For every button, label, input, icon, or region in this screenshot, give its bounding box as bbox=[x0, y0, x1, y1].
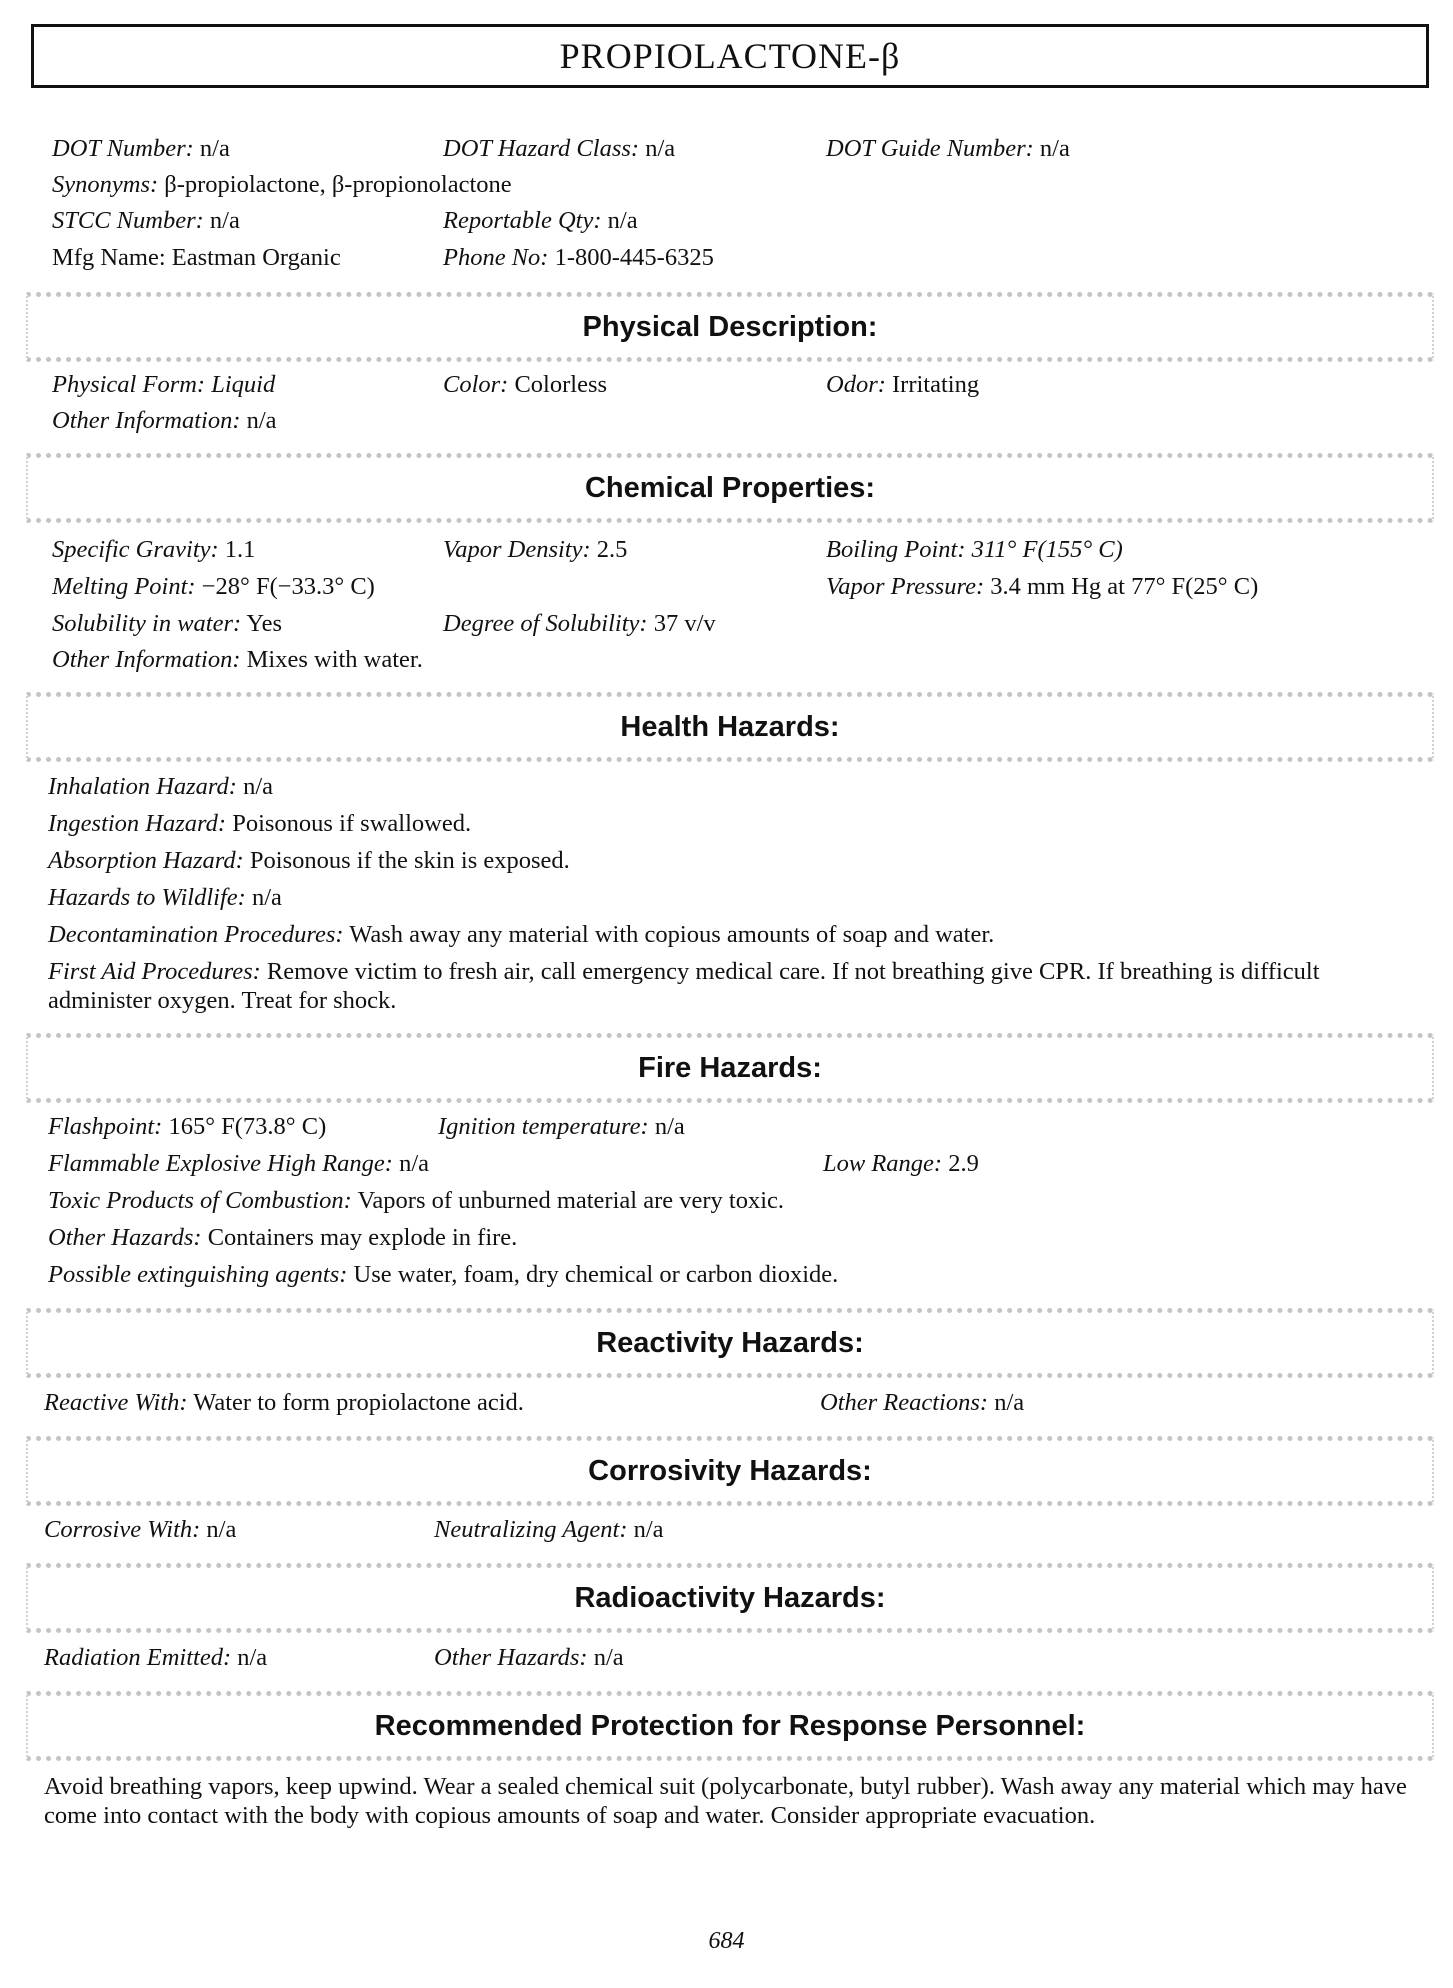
chemical-other-line bbox=[52, 645, 423, 675]
odor-value: Irritating bbox=[892, 371, 980, 398]
radioactivity-hazards-band bbox=[26, 1563, 1434, 1633]
reportable-qty-value: n/a bbox=[607, 207, 638, 234]
health-hazards-band bbox=[26, 692, 1434, 762]
radiation-emitted-value: n/a bbox=[237, 1644, 268, 1671]
synonyms-label: Synonyms: bbox=[52, 171, 159, 198]
solubility-label: Solubility in water: bbox=[52, 610, 242, 637]
physical-form-value: Liquid bbox=[211, 371, 276, 398]
melting-point-label: Melting Point: bbox=[52, 573, 196, 600]
vapor-pressure-line bbox=[826, 572, 1258, 602]
page-title: PROPIOLACTONE-β bbox=[559, 36, 901, 76]
odor-line bbox=[826, 370, 979, 400]
toxic-products-label: Toxic Products of Combustion: bbox=[48, 1187, 352, 1214]
reactivity-hazards-band bbox=[26, 1308, 1434, 1378]
specific-gravity-line bbox=[52, 535, 255, 565]
stcc-number-line bbox=[52, 206, 240, 236]
synonyms-line bbox=[52, 170, 512, 200]
color-label: Color: bbox=[443, 371, 509, 398]
vapor-pressure-label: Vapor Pressure: bbox=[826, 573, 985, 600]
melting-point-value: −28° F(−33.3° C) bbox=[201, 573, 375, 600]
high-range-label: Flammable Explosive High Range: bbox=[48, 1150, 393, 1177]
physical-description-band bbox=[26, 292, 1434, 362]
melting-point-line bbox=[52, 572, 375, 602]
reportable-qty-label: Reportable Qty: bbox=[443, 207, 602, 234]
absorption-line bbox=[48, 846, 570, 876]
flashpoint-label: Flashpoint: bbox=[48, 1113, 163, 1140]
reactivity-hazards-heading: Reactivity Hazards: bbox=[596, 1326, 864, 1359]
mfg-name-label: Mfg Name: bbox=[52, 244, 166, 271]
radio-other-hazards-label: Other Hazards: bbox=[434, 1644, 588, 1671]
first-aid-value: Remove victim to fresh air, call emergency medical care. If not breathing give CPR. If breathing is difficult administer oxygen. Treat for shock. bbox=[48, 958, 1320, 1014]
other-reactions-line bbox=[820, 1388, 1024, 1418]
fire-other-hazards-line bbox=[48, 1223, 517, 1253]
wildlife-value: n/a bbox=[251, 884, 282, 911]
phone-label: Phone No: bbox=[443, 244, 549, 271]
boiling-point-line bbox=[826, 535, 1123, 565]
decontamination-value: Wash away any material with copious amounts of soap and water. bbox=[349, 921, 995, 948]
vapor-pressure-value: 3.4 mm Hg at 77° F(25° C) bbox=[990, 573, 1259, 600]
extinguishing-agents-value: Use water, foam, dry chemical or carbon dioxide. bbox=[353, 1261, 839, 1288]
fire-other-hazards-label: Other Hazards: bbox=[48, 1224, 202, 1251]
decontamination-label: Decontamination Procedures: bbox=[48, 921, 344, 948]
inhalation-line bbox=[48, 772, 273, 802]
color-value: Colorless bbox=[514, 371, 608, 398]
low-range-line bbox=[823, 1149, 979, 1179]
corrosive-with-label: Corrosive With: bbox=[44, 1516, 201, 1543]
dot-guide-number-value: n/a bbox=[1039, 135, 1070, 162]
reactive-with-line bbox=[44, 1388, 524, 1418]
dot-hazard-class-value: n/a bbox=[645, 135, 676, 162]
neutralizing-agent-label: Neutralizing Agent: bbox=[434, 1516, 628, 1543]
high-range-value: n/a bbox=[399, 1150, 430, 1177]
ingestion-value: Poisonous if swallowed. bbox=[232, 810, 472, 837]
ingestion-line bbox=[48, 809, 471, 839]
absorption-label: Absorption Hazard: bbox=[48, 847, 244, 874]
reactive-with-label: Reactive With: bbox=[44, 1389, 188, 1416]
physical-other-value: n/a bbox=[246, 407, 277, 434]
vapor-density-line bbox=[443, 535, 627, 565]
high-range-line bbox=[48, 1149, 429, 1179]
health-hazards-heading: Health Hazards: bbox=[620, 710, 840, 743]
dot-hazard-class-line bbox=[443, 134, 675, 164]
radio-other-hazards-line bbox=[434, 1643, 624, 1673]
synonyms-value: β-propiolactone, β-propionolactone bbox=[164, 171, 512, 198]
other-reactions-label: Other Reactions: bbox=[820, 1389, 989, 1416]
physical-other-line bbox=[52, 406, 277, 436]
vapor-density-value: 2.5 bbox=[596, 536, 628, 563]
mfg-name-value: Eastman Organic bbox=[171, 244, 341, 271]
title-box bbox=[31, 24, 1429, 88]
inhalation-value: n/a bbox=[243, 773, 274, 800]
wildlife-line bbox=[48, 883, 282, 913]
protection-heading: Recommended Protection for Response Personnel: bbox=[374, 1709, 1086, 1742]
flashpoint-line bbox=[48, 1112, 326, 1142]
page-number: 684 bbox=[708, 1928, 745, 1954]
color-line bbox=[443, 370, 607, 400]
dot-number-line bbox=[52, 134, 230, 164]
toxic-products-value: Vapors of unburned material are very toxic. bbox=[357, 1187, 785, 1214]
dot-hazard-class-label: DOT Hazard Class: bbox=[443, 135, 640, 162]
ignition-label: Ignition temperature: bbox=[438, 1113, 649, 1140]
extinguishing-agents-line bbox=[48, 1260, 838, 1290]
mfg-name-line bbox=[52, 243, 341, 273]
physical-other-label: Other Information: bbox=[52, 407, 241, 434]
corrosive-with-line bbox=[44, 1515, 236, 1545]
low-range-value: 2.9 bbox=[948, 1150, 979, 1177]
solubility-value: Yes bbox=[246, 610, 283, 637]
dot-guide-number-label: DOT Guide Number: bbox=[826, 135, 1034, 162]
first-aid-paragraph bbox=[48, 957, 1418, 1015]
stcc-number-label: STCC Number: bbox=[52, 207, 204, 234]
degree-solubility-label: Degree of Solubility: bbox=[443, 610, 648, 637]
dot-guide-number-line bbox=[826, 134, 1070, 164]
chemical-properties-band bbox=[26, 453, 1434, 523]
corrosivity-hazards-band bbox=[26, 1436, 1434, 1506]
chemical-properties-heading: Chemical Properties: bbox=[584, 471, 876, 504]
inhalation-label: Inhalation Hazard: bbox=[48, 773, 237, 800]
extinguishing-agents-label: Possible extinguishing agents: bbox=[48, 1261, 348, 1288]
boiling-point-value: 311° F(155° C) bbox=[971, 536, 1123, 563]
corrosive-with-value: n/a bbox=[206, 1516, 237, 1543]
fire-hazards-heading: Fire Hazards: bbox=[638, 1051, 822, 1084]
flashpoint-value: 165° F(73.8° C) bbox=[168, 1113, 327, 1140]
degree-solubility-line bbox=[443, 609, 716, 639]
decontamination-line bbox=[48, 920, 994, 950]
dot-number-label: DOT Number: bbox=[52, 135, 194, 162]
neutralizing-agent-value: n/a bbox=[633, 1516, 664, 1543]
solubility-line bbox=[52, 609, 282, 639]
physical-form-label: Physical Form: bbox=[52, 371, 206, 398]
chemical-other-label: Other Information: bbox=[52, 646, 241, 673]
dot-number-value: n/a bbox=[199, 135, 230, 162]
corrosivity-hazards-heading: Corrosivity Hazards: bbox=[588, 1454, 872, 1487]
ingestion-label: Ingestion Hazard: bbox=[48, 810, 227, 837]
physical-form-line bbox=[52, 370, 275, 400]
reactive-with-value: Water to form propiolactone acid. bbox=[193, 1389, 524, 1416]
absorption-value: Poisonous if the skin is exposed. bbox=[249, 847, 570, 874]
fire-hazards-band bbox=[26, 1033, 1434, 1103]
chemical-other-value: Mixes with water. bbox=[246, 646, 423, 673]
radio-other-hazards-value: n/a bbox=[593, 1644, 624, 1671]
degree-solubility-value: 37 v/v bbox=[653, 610, 716, 637]
protection-paragraph: Avoid breathing vapors, keep upwind. Wear a sealed chemical suit (polycarbonate, butyl rubber). Wash away any material which may have come into contact with the body with copious amounts of soap and water. Consider appropriate evacuation. bbox=[44, 1773, 1407, 1829]
radiation-emitted-line bbox=[44, 1643, 267, 1673]
other-reactions-value: n/a bbox=[994, 1389, 1025, 1416]
radioactivity-hazards-heading: Radioactivity Hazards: bbox=[574, 1581, 886, 1614]
wildlife-label: Hazards to Wildlife: bbox=[48, 884, 246, 911]
phone-value: 1-800-445-6325 bbox=[554, 244, 714, 271]
low-range-label: Low Range: bbox=[823, 1150, 943, 1177]
neutralizing-agent-line bbox=[434, 1515, 664, 1545]
ignition-line bbox=[438, 1112, 685, 1142]
physical-description-heading: Physical Description: bbox=[582, 310, 878, 343]
odor-label: Odor: bbox=[826, 371, 886, 398]
ignition-value: n/a bbox=[654, 1113, 685, 1140]
first-aid-label: First Aid Procedures: bbox=[48, 958, 261, 985]
protection-band bbox=[26, 1691, 1434, 1761]
stcc-number-value: n/a bbox=[209, 207, 240, 234]
specific-gravity-value: 1.1 bbox=[224, 536, 256, 563]
phone-line bbox=[443, 243, 714, 273]
fire-other-hazards-value: Containers may explode in fire. bbox=[207, 1224, 518, 1251]
reportable-qty-line bbox=[443, 206, 638, 236]
toxic-products-line bbox=[48, 1186, 784, 1216]
radiation-emitted-label: Radiation Emitted: bbox=[44, 1644, 232, 1671]
boiling-point-label: Boiling Point: bbox=[826, 536, 966, 563]
vapor-density-label: Vapor Density: bbox=[443, 536, 591, 563]
specific-gravity-label: Specific Gravity: bbox=[52, 536, 219, 563]
